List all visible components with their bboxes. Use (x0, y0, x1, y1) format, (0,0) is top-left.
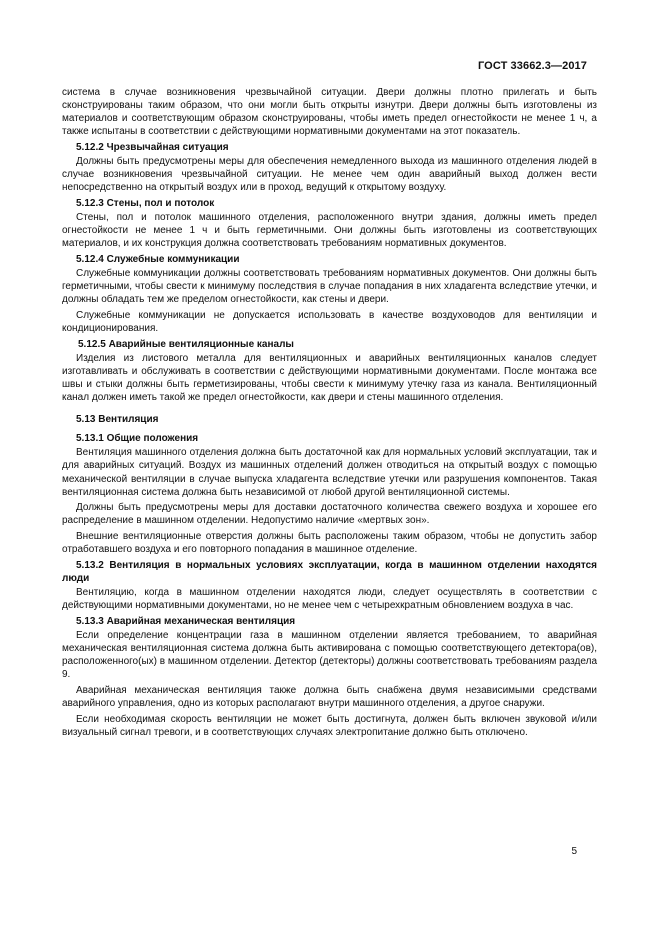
paragraph-emergency-ventilation-2: Аварийная механическая вентиляция также должна быть снабжена двумя независимыми средствами аварийного управления, одно из которых располагают внутри машинного отделения, а другое снаружи. (62, 684, 597, 709)
page-number: 5 (571, 846, 577, 857)
heading-5-12-5: 5.12.5 Аварийные вентиляционные каналы (78, 338, 294, 350)
paragraph-normal-ventilation: Вентиляцию, когда в машинном отделении находятся люди, следует осуществлять в соответствии с действующими нормативными документами, но не менее чем с четырехкратным обновлением воздуха в час. (62, 587, 597, 612)
paragraph-emergency-ducts: Изделия из листового металла для вентиляционных и аварийных вентиляционных каналов следует изготавливать и обслуживать в соответствии с действующими нормативными документами. После монтажа все швы и стыки должны быть герметизированы, чтобы свести к минимуму утечку газа из канала. Вентиляционный канал должен иметь такой же предел огнестойкости, как двери и стены машинного отделения. (62, 352, 597, 404)
paragraph-service-lines-2: Служебные коммуникации не допускается использовать в качестве воздуховодов для вентиляции и кондиционирования. (62, 309, 597, 334)
paragraph-doors-continued: система в случае возникновения чрезвычайной ситуации. Двери должны плотно прилегать и быть сконструированы таким образом, что они могли быть открыты изнутри. Двери должны быть изготовлены из материалов и соответствующим образом сконструированы, чтобы иметь предел огнестойкости не менее 1 ч, а также испытаны в соответствии с действующими нормативными документами на этот показатель. (62, 87, 597, 138)
paragraph-walls-floor-ceiling: Стены, пол и потолок машинного отделения, расположенного внутри здания, должны иметь предел огнестойкости не менее 1 ч и быть герметичными. Они должны быть изготовлены из соответствующих материалов, и их конструкция должна соответствовать требованиям нормативных документов. (62, 212, 597, 250)
heading-5-13-3: 5.13.3 Аварийная механическая вентиляция (76, 615, 296, 627)
paragraph-ventilation-general-3: Внешние вентиляционные отверстия должны быть расположены таким образом, чтобы не допустить забор отработавшего воздуха и его повторного попадания в машинное отделение. (62, 531, 597, 556)
heading-5-13-2: 5.13.2 Вентиляция в нормальных условиях эксплуатации, когда в машинном отделении находятся люди (62, 559, 597, 584)
paragraph-emergency: Должны быть предусмотрены меры для обеспечения немедленного выхода из машинного отделения людей в случае возникновения чрезвычайной ситуации. Не менее чем один аварийный выход должен вести непосредственно на открытый воздух или в проход, ведущий к открытому воздуху. (62, 156, 597, 194)
paragraph-ventilation-general-1: Вентиляция машинного отделения должна быть достаточной как для нормальных условий эксплуатации, так и для аварийных ситуаций. Воздух из машинных отделений должен отводиться на открытый воздух с помощью механической вентиляции в случае выпуска хладагента вследствие утечки или разрушения компонентов. Такая вентиляционная система должна быть независимой от любой другой вентиляционной системы. (62, 447, 597, 498)
paragraph-emergency-ventilation-1: Если определение концентрации газа в машинном отделении является требованием, то аварийная механическая вентиляционная система должна быть активирована с помощью соответствующего детектора(ов), расположенного(ых) в машинном отделении. Детектор (детекторы) должны соответствовать требованиям раздела 9. (62, 629, 597, 681)
heading-5-12-2: 5.12.2 Чрезвычайная ситуация (76, 141, 229, 153)
document-body (62, 86, 597, 741)
heading-5-12-4: 5.12.4 Служебные коммуникации (76, 253, 240, 265)
paragraph-ventilation-general-2: Должны быть предусмотрены меры для доставки достаточного количества свежего воздуха и хорошее его распределение в машинном отделении. Недопустимо наличие «мертвых зон». (62, 502, 597, 527)
paragraph-emergency-ventilation-3: Если необходимая скорость вентиляции не может быть достигнута, должен быть включен звуковой и/или визуальный сигнал тревоги, и в соответствующих случаях электропитание должно быть отключено. (62, 713, 597, 738)
heading-5-13-1: 5.13.1 Общие положения (76, 433, 199, 445)
paragraph-service-lines-1: Служебные коммуникации должны соответствовать требованиям нормативных документов. Они должны быть герметичными, чтобы свести к минимуму последствия в случае попадания в них хладагента вследствие утечки, и должны обладать тем же пределом огнестойкости, как стены и двери. (62, 268, 597, 306)
heading-5-12-3: 5.12.3 Стены, пол и потолок (76, 197, 215, 209)
standard-header: ГОСТ 33662.3—2017 (477, 60, 587, 72)
heading-5-13: 5.13 Вентиляция (76, 414, 159, 426)
